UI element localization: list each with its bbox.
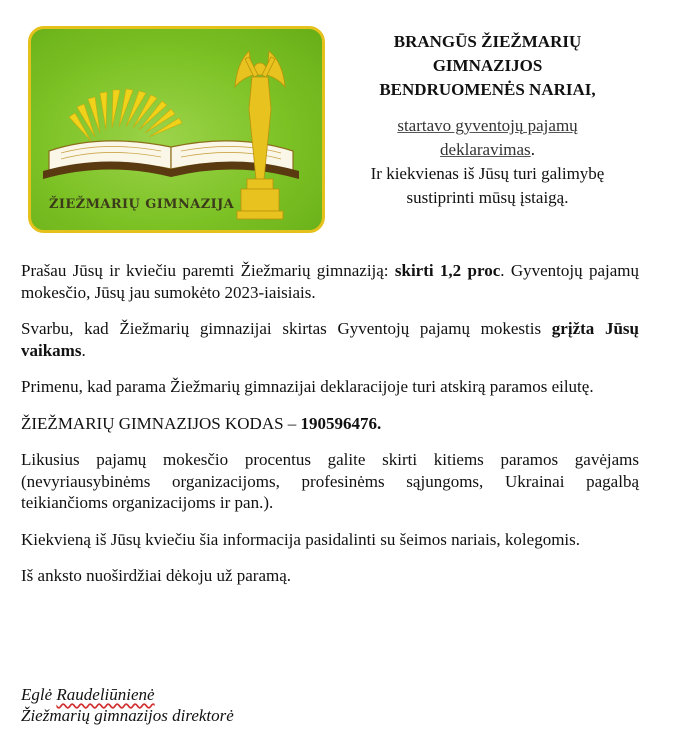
greeting-line-3: BENDRUOMENĖS NARIAI,: [379, 80, 596, 99]
school-code: 190596476.: [300, 413, 382, 433]
p2-text-a: Svarbu, kad Žiežmarių gimnazijai skirtas Gyventojų pajamų mokestis: [21, 319, 552, 338]
p1-text-b: . Gyventojų pajamų mokesčio, Jūsų jau sumokėto 2023-iaisiais.: [21, 261, 639, 302]
p1-bold: skirti 1,2 proc: [394, 261, 501, 280]
paragraph-request: [21, 260, 639, 303]
letter-header: [340, 30, 635, 210]
school-logo: [28, 26, 325, 233]
signature-name: [21, 684, 234, 705]
greeting-line-2: GIMNAZIJOS: [432, 56, 543, 75]
paragraph-importance: [21, 318, 639, 361]
letter-body: [21, 260, 639, 602]
subtitle-line-1: [340, 114, 635, 138]
angel-statue-icon: [235, 51, 285, 219]
signature-surname: Raudeliūnienė: [56, 685, 155, 704]
subtitle-line-2: [340, 138, 635, 162]
subtitle-line-3: Ir kiekvienas iš Jūsų turi galimybę: [370, 164, 605, 183]
paragraph-thanks: Iš anksto nuoširdžiai dėkoju už paramą.: [21, 566, 292, 585]
signature-first-name: Eglė: [21, 685, 53, 704]
paragraph-code: [21, 413, 639, 435]
subtitle-line-4: sustiprinti mūsų įstaigą.: [406, 188, 569, 207]
signature: [21, 684, 234, 726]
sun-rays-icon: [69, 89, 182, 141]
p2-text-b: .: [81, 340, 86, 360]
logo-school-name: ŽIEŽMARIŲ GIMNAZIJA: [49, 197, 235, 212]
p4-text-a: ŽIEŽMARIŲ GIMNAZIJOS KODAS –: [21, 413, 301, 433]
signature-role: Žiežmarių gimnazijos direktorė: [21, 706, 234, 725]
p2-bold: grįžta Jūsų vaikams: [21, 319, 639, 360]
subtitle-period: .: [530, 140, 535, 159]
paragraph-reminder: Primenu, kad parama Žiežmarių gimnazijai deklaracijoje turi atskirą paramos eilutę.: [21, 377, 594, 396]
declaration-link-part-1[interactable]: startavo gyventojų pajamų: [397, 116, 578, 135]
greeting-line-1: BRANGŪS ŽIEŽMARIŲ: [393, 32, 582, 51]
declaration-link[interactable]: deklaravimas: [440, 140, 531, 159]
paragraph-other-recipients: Likusius pajamų mokesčio procentus galite skirti kitiems paramos gavėjams (nevyriausybinėms organizacijoms, profesinėms sąjungoms, Ukrainai pagalbą teikiančioms organizacijoms ir pan.).: [21, 450, 639, 512]
p1-text-a: Prašau Jūsų ir kviečiu paremti Žiežmarių gimnaziją:: [21, 261, 395, 280]
paragraph-share: Kiekvieną iš Jūsų kviečiu šia informacija pasidalinti su šeimos nariais, kolegomis.: [21, 529, 581, 549]
